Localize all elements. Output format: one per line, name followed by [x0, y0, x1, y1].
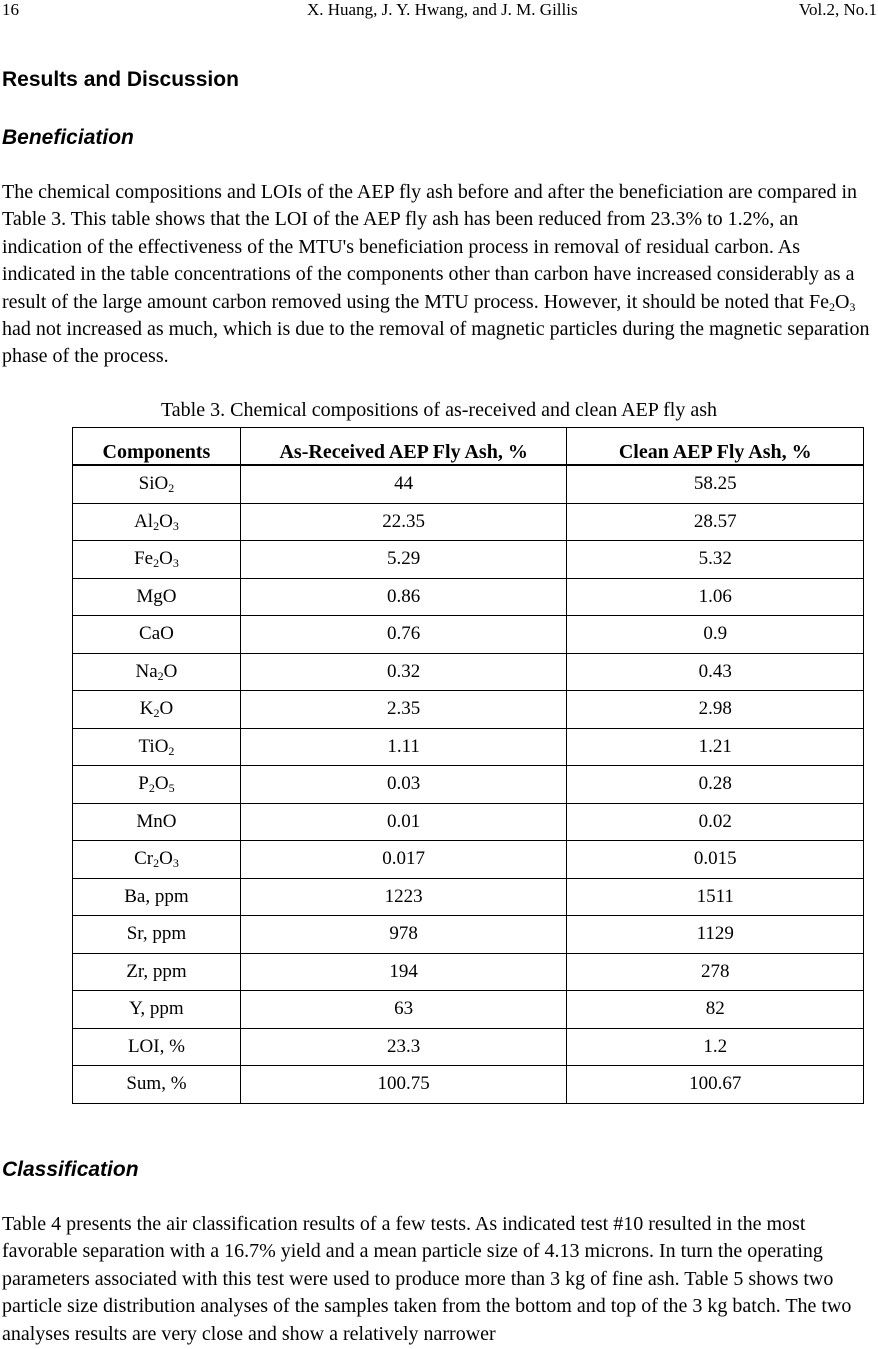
- formula-part: Al: [134, 510, 154, 532]
- cell-clean: 5.32: [567, 541, 864, 579]
- cell-component: [73, 878, 241, 916]
- cell-as-received: 0.03: [240, 766, 567, 804]
- formula-part: Na: [135, 660, 158, 682]
- header-authors: X. Huang, J. Y. Hwang, and J. M. Gillis: [307, 0, 578, 19]
- formula-part: O: [154, 473, 169, 495]
- col-header-clean: Clean AEP Fly Ash, %: [567, 428, 864, 466]
- cell-component: [73, 841, 241, 879]
- formula-part: K: [139, 698, 154, 720]
- table-row: [73, 503, 864, 541]
- formula-part: O: [154, 773, 169, 795]
- table-row: [73, 616, 864, 654]
- classification-paragraph: Table 4 presents the air classification results of a few tests. As indicated test #10 resulted in the most favorable separation with a 16.7% yield and a mean particle size of 4.13 microns. In turn the operating parameters associated with this test were used to produce more than 3 kg of fine ash. Table 5 shows two particle size distribution analyses of the samples taken from the bottom and top of the 3 kg batch. The two analyses results are very close and show a relatively narrower: [2, 1213, 852, 1345]
- cell-component: [73, 766, 241, 804]
- subsection-classification: Classification: [2, 1158, 139, 1181]
- table-row: [73, 916, 864, 954]
- cell-component: [73, 1028, 241, 1066]
- formula-part: Ba, ppm: [124, 885, 189, 907]
- cell-as-received: 1223: [240, 878, 567, 916]
- formula-subscript: 3: [172, 556, 179, 571]
- para1-sub-b: 3: [849, 299, 856, 314]
- table-row: [73, 953, 864, 991]
- cell-as-received: 44: [240, 465, 567, 503]
- cell-as-received: 22.35: [240, 503, 567, 541]
- formula-subscript: 2: [157, 668, 164, 683]
- cell-component: [73, 803, 241, 841]
- formula-subscript: 2: [153, 518, 160, 533]
- section-title: Results and Discussion: [2, 68, 239, 91]
- cell-component: [73, 691, 241, 729]
- table-row: [73, 991, 864, 1029]
- cell-component: [73, 1066, 241, 1104]
- table-row: [73, 578, 864, 616]
- cell-as-received: 0.01: [240, 803, 567, 841]
- table3-body: [73, 465, 864, 1103]
- formula-part: Fe: [134, 548, 154, 570]
- cell-component: [73, 465, 241, 503]
- cell-component: [73, 991, 241, 1029]
- formula-part: Cr: [134, 848, 154, 870]
- para1-text-a: The chemical compositions and LOIs of the AEP fly ash before and after the beneficiation are compared in Table 3. This table shows that the LOI of the AEP fly ash has been reduced from 23.3% to 1.2%, an indication of the effectiveness of the MTU's beneficiation process in removal of residual carbon. As indicated in the table concentrations of the components other than carbon have increased considerably as a result of the large amount carbon removed using the MTU process. However, it should be noted that Fe: [2, 181, 858, 313]
- cell-as-received: 0.76: [240, 616, 567, 654]
- cell-clean: 2.98: [567, 691, 864, 729]
- formula-part: O: [159, 698, 174, 720]
- page-number: 16: [2, 0, 19, 19]
- cell-as-received: 0.86: [240, 578, 567, 616]
- cell-clean: 1.2: [567, 1028, 864, 1066]
- beneficiation-paragraph: [2, 179, 876, 371]
- table-row: [73, 1028, 864, 1066]
- cell-clean: 28.57: [567, 503, 864, 541]
- cell-as-received: 5.29: [240, 541, 567, 579]
- cell-clean: 0.9: [567, 616, 864, 654]
- cell-component: [73, 541, 241, 579]
- col-header-components: Components: [73, 428, 241, 466]
- cell-component: [73, 728, 241, 766]
- formula-part: MgO: [136, 585, 177, 607]
- para1-text-c: had not increased as much, which is due to the removal of magnetic particles during the magnetic separation phase of the process.: [2, 318, 870, 368]
- cell-component: [73, 916, 241, 954]
- table-row: [73, 465, 864, 503]
- formula-subscript: 2: [153, 856, 160, 871]
- cell-component: [73, 578, 241, 616]
- cell-clean: 100.67: [567, 1066, 864, 1104]
- cell-clean: 82: [567, 991, 864, 1029]
- formula-subscript: 2: [153, 556, 160, 571]
- cell-clean: 0.28: [567, 766, 864, 804]
- cell-clean: 0.43: [567, 653, 864, 691]
- formula-part: Y, ppm: [129, 998, 184, 1020]
- cell-clean: 0.02: [567, 803, 864, 841]
- formula-part: Ti: [138, 735, 155, 757]
- formula-part: P: [138, 773, 149, 795]
- cell-as-received: 0.32: [240, 653, 567, 691]
- formula-part: CaO: [139, 623, 174, 645]
- cell-clean: 0.015: [567, 841, 864, 879]
- cell-component: [73, 953, 241, 991]
- para1-text-b: O: [834, 290, 850, 313]
- para1-sub-a: 2: [828, 299, 835, 314]
- header-volume: Vol.2, No.1: [798, 0, 877, 19]
- subsection-beneficiation: Beneficiation: [2, 126, 134, 149]
- cell-as-received: 194: [240, 953, 567, 991]
- formula-subscript: 3: [172, 856, 179, 871]
- table-row: [73, 878, 864, 916]
- cell-clean: 58.25: [567, 465, 864, 503]
- table3-caption: Table 3. Chemical compositions of as-received and clean AEP fly ash: [160, 399, 718, 421]
- cell-clean: 1.06: [567, 578, 864, 616]
- cell-component: [73, 653, 241, 691]
- table-header-row: [73, 428, 864, 466]
- cell-as-received: 100.75: [240, 1066, 567, 1104]
- table-row: [73, 728, 864, 766]
- formula-part: O: [154, 735, 169, 757]
- cell-as-received: 2.35: [240, 691, 567, 729]
- table-row: [73, 841, 864, 879]
- cell-clean: 278: [567, 953, 864, 991]
- cell-clean: 1511: [567, 878, 864, 916]
- cell-as-received: 63: [240, 991, 567, 1029]
- formula-part: O: [159, 848, 173, 870]
- formula-part: O: [159, 510, 173, 532]
- formula-part: Zr, ppm: [126, 960, 187, 982]
- formula-part: Sum, %: [126, 1073, 187, 1095]
- cell-as-received: 1.11: [240, 728, 567, 766]
- formula-part: LOI, %: [127, 1035, 185, 1057]
- table-row: [73, 541, 864, 579]
- table-row: [73, 766, 864, 804]
- formula-part: MnO: [136, 810, 177, 832]
- cell-as-received: 0.017: [240, 841, 567, 879]
- formula-part: Si: [138, 473, 155, 495]
- cell-clean: 1129: [567, 916, 864, 954]
- table-row: [73, 803, 864, 841]
- formula-part: O: [159, 548, 173, 570]
- table-row: [73, 691, 864, 729]
- cell-as-received: 978: [240, 916, 567, 954]
- table-row: [73, 1066, 864, 1104]
- cell-component: [73, 616, 241, 654]
- formula-subscript: 3: [172, 518, 179, 533]
- formula-subscript: 2: [168, 481, 175, 496]
- formula-subscript: 5: [168, 781, 175, 796]
- formula-part: Sr, ppm: [126, 923, 187, 945]
- table-row: [73, 653, 864, 691]
- cell-component: [73, 503, 241, 541]
- cell-as-received: 23.3: [240, 1028, 567, 1066]
- table3: [72, 427, 864, 1104]
- formula-subscript: 2: [153, 706, 160, 721]
- col-header-as-received: As-Received AEP Fly Ash, %: [240, 428, 567, 466]
- cell-clean: 1.21: [567, 728, 864, 766]
- formula-part: O: [163, 660, 178, 682]
- formula-subscript: 2: [148, 781, 155, 796]
- running-header: [0, 0, 878, 22]
- formula-subscript: 2: [168, 743, 175, 758]
